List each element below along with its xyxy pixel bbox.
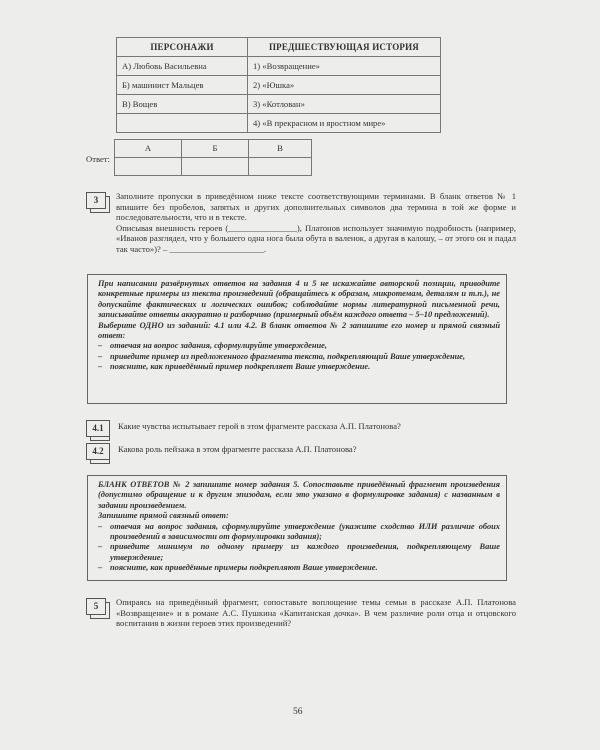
table-row [117,114,441,133]
list-item: – приведите пример из предложенного фрагмента текста, подкрепляющий Ваше утверждение, [98,351,466,361]
answer-cell-b[interactable] [182,158,249,176]
task-4-2-text: Какова роль пейзажа в этом фрагменте рассказа А.П. Платонова? [118,444,357,454]
task-5-number: 5 [86,598,106,615]
answer-letter-c: В [249,140,312,158]
answer-letter-a: А [115,140,182,158]
page-number: 56 [293,707,303,717]
story-cell: 2) «Юшка» [248,76,441,95]
header-previous-story: ПРЕДШЕСТВУЮЩАЯ ИСТОРИЯ [248,38,441,57]
story-cell: 3) «Котлован» [248,95,441,114]
list-item: – поясните, как приведённый пример подкрепляет Ваше утверждение. [98,362,371,372]
table-row [117,95,441,114]
instruction-box-task-5 [87,475,507,581]
character-cell: Б) машинист Мальцев [117,76,248,95]
answer-letter-b: Б [182,140,249,158]
answer-grid[interactable] [114,139,312,176]
answer-label: Ответ: [86,154,110,164]
story-cell: 1) «Возвращение» [248,57,441,76]
instruction-choose: Выберите ОДНО из заданий: 4.1 или 4.2. В бланк ответов № 2 запишите его номер и прямой связный ответ: [98,320,500,341]
task-4-1-number: 4.1 [86,420,110,437]
character-cell [117,114,248,133]
header-characters: ПЕРСОНАЖИ [117,38,248,57]
task-3-number: 3 [86,192,106,209]
list-item: – отвечая на вопрос задания, сформулируйте утверждение (укажите сходство ИЛИ различие обоих произведений в зависимости от формулировки задания); [98,521,500,542]
task-3-passage: Описывая внешность героев (________________), Платонов использует значимую подробность (например, «Иванов разглядел, что у большего одна нога была обута в валенок, а другая в калошу, – от этого он и падал так часто»)? – ______________________. [116,222,516,254]
story-cell: 4) «В прекрасном и яростном мире» [248,114,441,133]
matching-table [116,37,441,133]
character-cell: В) Вощев [117,95,248,114]
instruction-write: Запишите прямой связный ответ: [98,511,229,521]
task-4-1-text: Какие чувства испытывает герой в этом фрагменте рассказа А.П. Платонова? [118,421,401,431]
answer-cell-a[interactable] [115,158,182,176]
answer-cell-c[interactable] [249,158,312,176]
task-5-text: Опираясь на приведённый фрагмент, сопоставьте воплощение темы семьи в рассказе А.П. Платонова «Возвращение» и в романе А.С. Пушкина «Капитанская дочка». В чем различие роли отца и отцовского воспитания в жизни героев этих произведений? [116,597,516,629]
list-item: – отвечая на вопрос задания, сформулируйте утверждение, [98,341,327,351]
instruction-paragraph: БЛАНК ОТВЕТОВ № 2 запишите номер задания 5. Сопоставьте приведённый фрагмент произведения (допустимо обращение и к другим эпизодам, если это указано в формулировке задания) с названным в задании произведением. [98,480,500,510]
list-item: – поясните, как приведённые примеры подкрепляют Ваше утверждение. [98,563,378,573]
table-row [117,57,441,76]
character-cell: А) Любовь Васильевна [117,57,248,76]
instruction-paragraph: При написании развёрнутых ответов на задания 4 и 5 не искажайте авторской позиции, приводите конкретные примеры из текста произведений (обращайтесь к образам, микротемам, деталям и т.п.), не допускайте фактических и логических ошибок; соблюдайте нормы литературной письменной речи, записывайте ответы аккуратно и разборчиво (примерный объём каждого ответа – 5–10 предложений). [98,279,500,320]
task-3-text [116,191,516,255]
list-item: – приведите минимум по одному примеру из каждого произведения, подкрепляющему Ваше утверждение; [98,542,500,562]
task-4-2-number: 4.2 [86,443,110,460]
table-row [117,76,441,95]
task-3-instruction: Заполните пропуски в приведённом ниже тексте соответствующими терминами. В бланк ответов № 1 впишите без пробелов, запятых и других дополнительных символов два термина в той же форме и последовательности, что и в тексте. [116,191,516,223]
instruction-box-tasks-4 [87,274,507,404]
